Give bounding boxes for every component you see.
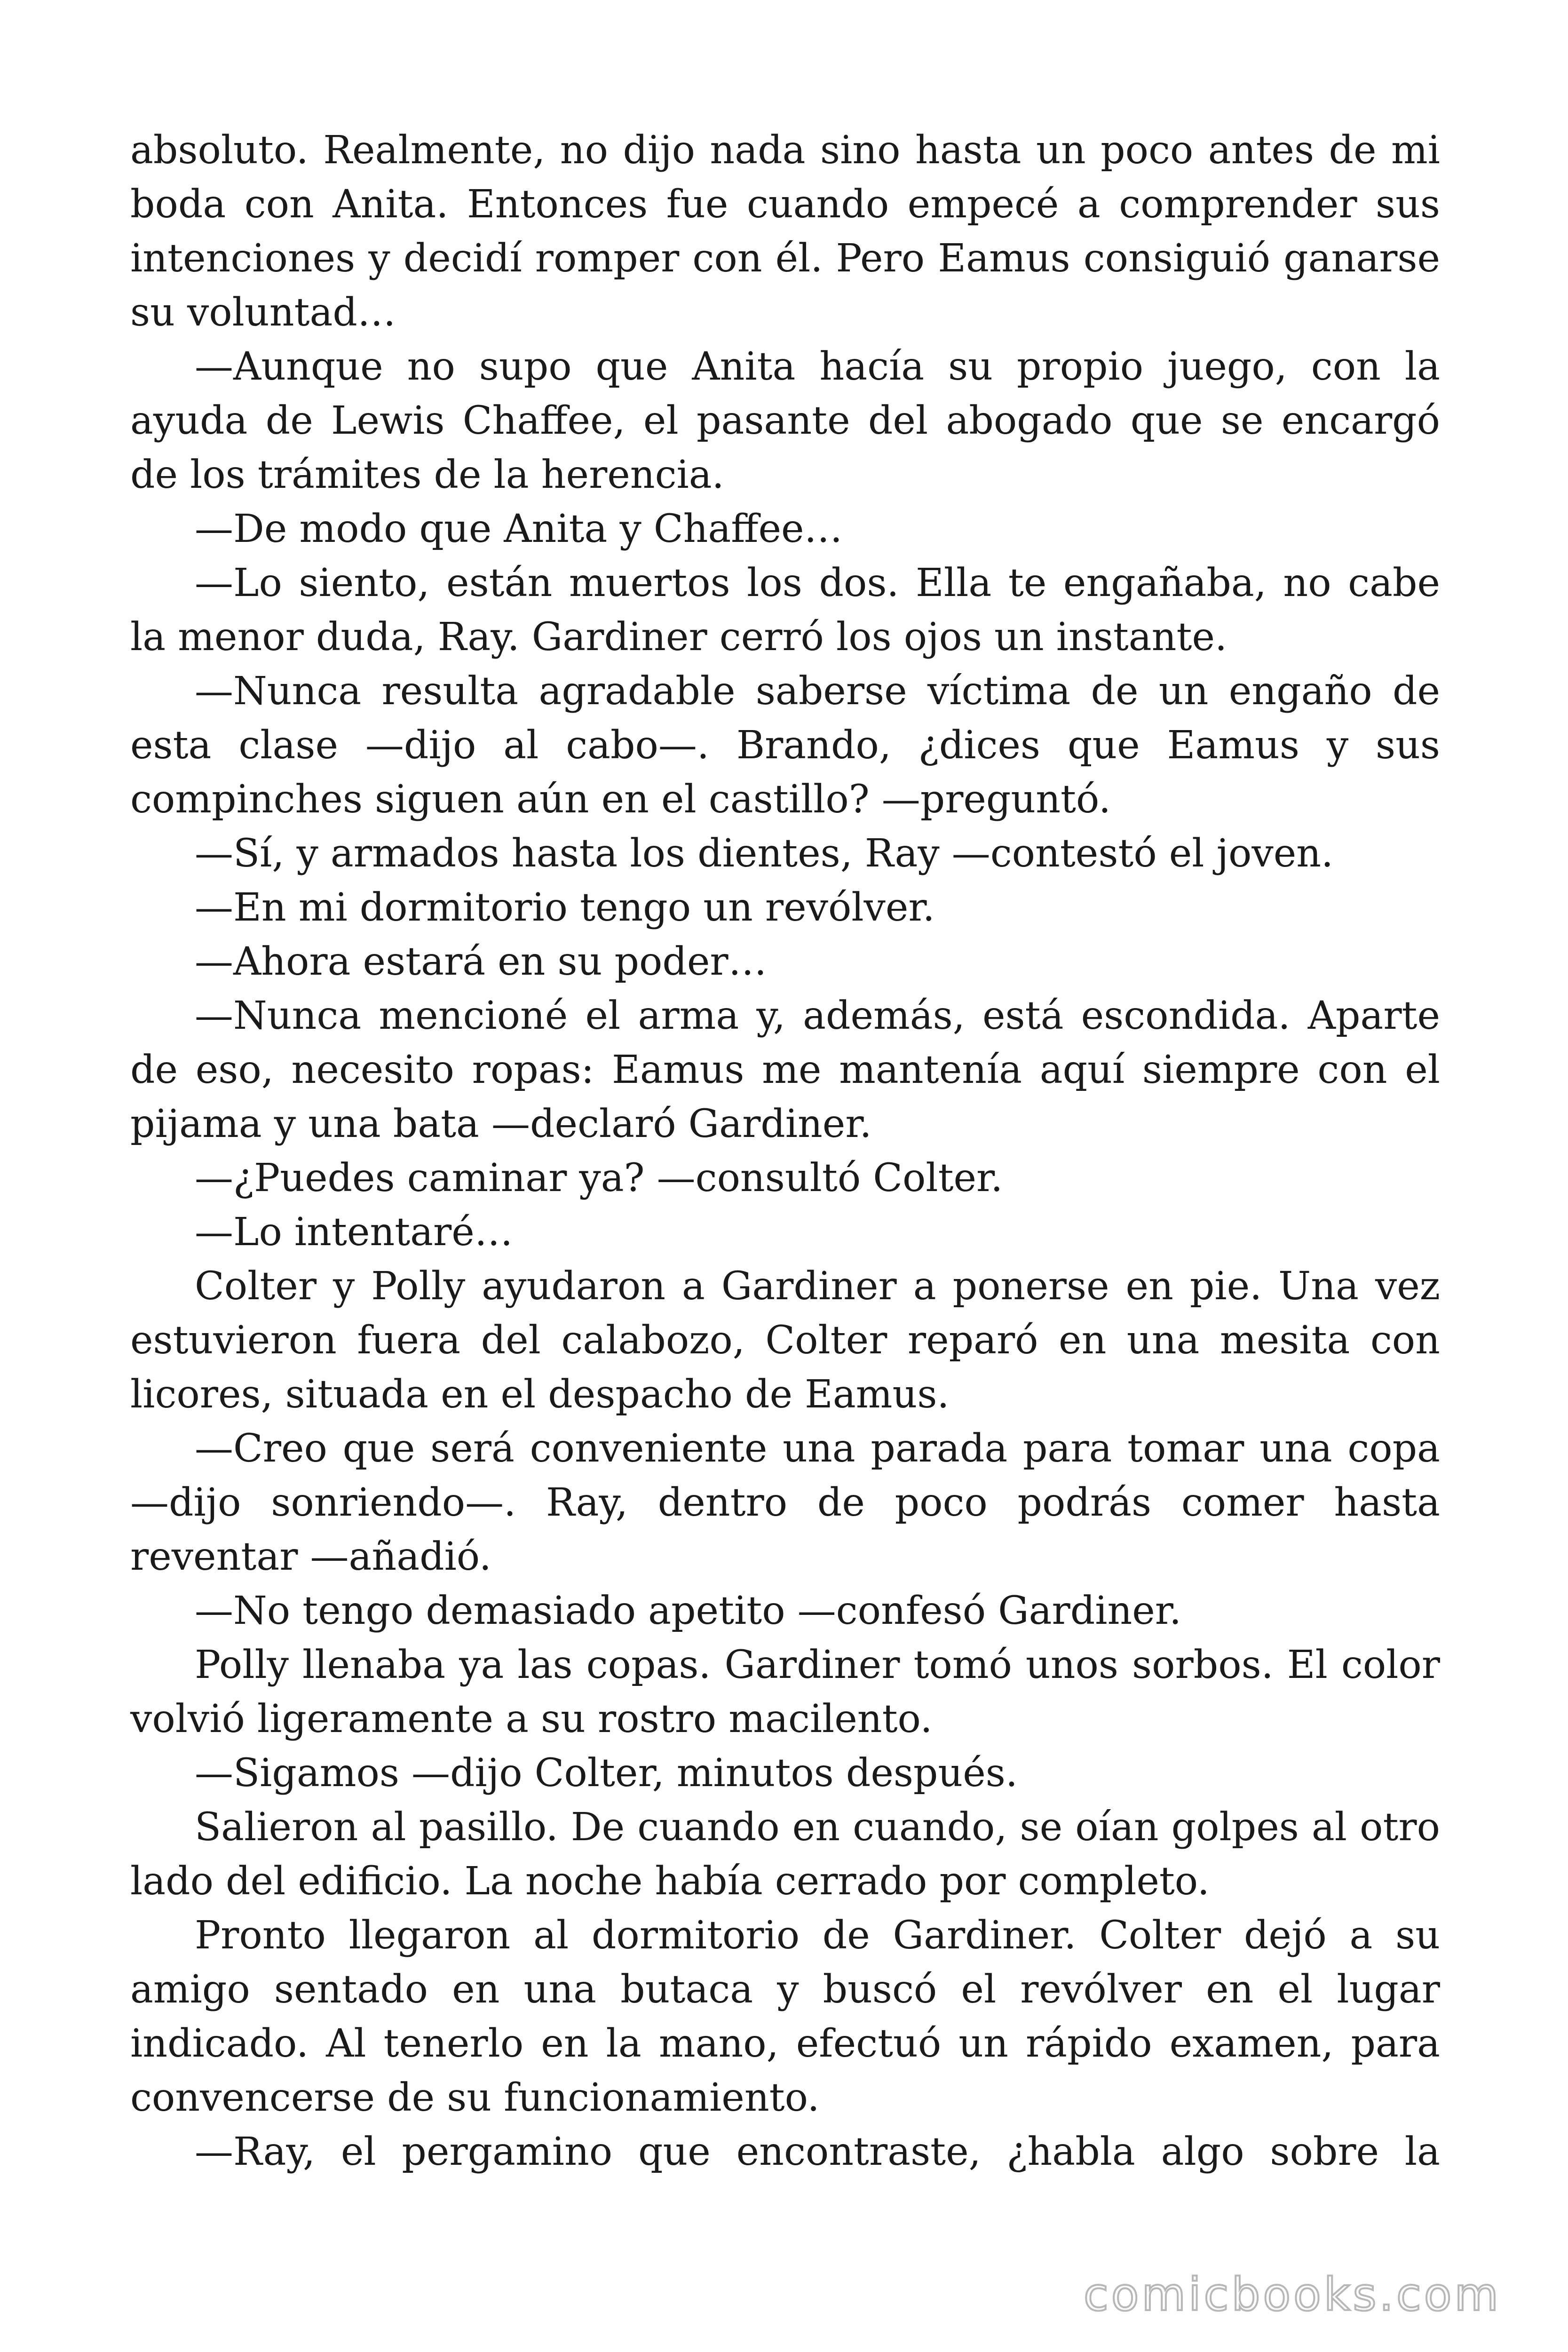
paragraph: —Lo siento, están muertos los dos. Ella te engañaba, no cabe la menor duda, Ray. Gardiner cerró los ojos un instante. — [130, 561, 1440, 660]
paragraph: —Creo que será conveniente una parada para tomar una copa —dijo sonriendo—. Ray, dentro de poco podrás comer hasta reventar —añadió. — [130, 1426, 1440, 1579]
paragraph: —Sí, y armados hasta los dientes, Ray —contestó el joven. — [195, 831, 1334, 876]
paragraph: —En mi dormitorio tengo un revólver. — [195, 885, 935, 930]
paragraph: Salieron al pasillo. De cuando en cuando, se oían golpes al otro lado del edificio. La noche había cerrado por completo. — [130, 1805, 1440, 1904]
paragraph: Pronto llegaron al dormitorio de Gardiner. Colter dejó a su amigo sentado en una butaca y buscó el revólver en el lugar indicado. Al tenerlo en la mano, efectuó un rápido examen, para convencerse de su funcionamiento. — [130, 1913, 1440, 2120]
paragraph: —Aunque no supo que Anita hacía su propio juego, con la ayuda de Lewis Chaffee, el pasante del abogado que se encargó de los trámites de la herencia. — [130, 344, 1440, 497]
paragraph: —Nunca mencioné el arma y, además, está escondida. Aparte de eso, necesito ropas: Eamus me mantenía aquí siempre con el pijama y una bata —declaró Gardiner. — [130, 993, 1440, 1146]
paragraph: —De modo que Anita y Chaffee… — [195, 507, 843, 551]
paragraph: —Ahora estará en su poder… — [195, 939, 767, 984]
paragraph: —Nunca resulta agradable saberse víctima de un engaño de esta clase —dijo al cabo—. Brando, ¿dices que Eamus y sus compinches siguen aún en el castillo? —preguntó. — [130, 669, 1440, 822]
paragraph: —Lo intentaré… — [195, 1210, 513, 1255]
book-page-text — [130, 123, 1440, 2179]
paragraph: —No tengo demasiado apetito —confesó Gardiner. — [195, 1589, 1182, 1633]
paragraph: —Sigamos —dijo Colter, minutos después. — [195, 1751, 1018, 1796]
watermark: comicbooks.com — [1083, 2268, 1501, 2321]
paragraph: Colter y Polly ayudaron a Gardiner a ponerse en pie. Una vez estuvieron fuera del calabozo, Colter reparó en una mesita con licores, situada en el despacho de Eamus. — [130, 1264, 1440, 1417]
paragraph: Polly llenaba ya las copas. Gardiner tomó unos sorbos. El color volvió ligeramente a su rostro macilento. — [130, 1643, 1440, 1741]
paragraph: absoluto. Realmente, no dijo nada sino hasta un poco antes de mi boda con Anita. Entonces fue cuando empecé a comprender sus intenciones y decidí romper con él. Pero Eamus consiguió ganarse su voluntad… — [130, 128, 1440, 335]
paragraph: —¿Puedes caminar ya? —consultó Colter. — [195, 1156, 1003, 1200]
paragraph: —Ray, el pergamino que encontraste, ¿habla algo sobre la — [195, 2130, 1440, 2174]
